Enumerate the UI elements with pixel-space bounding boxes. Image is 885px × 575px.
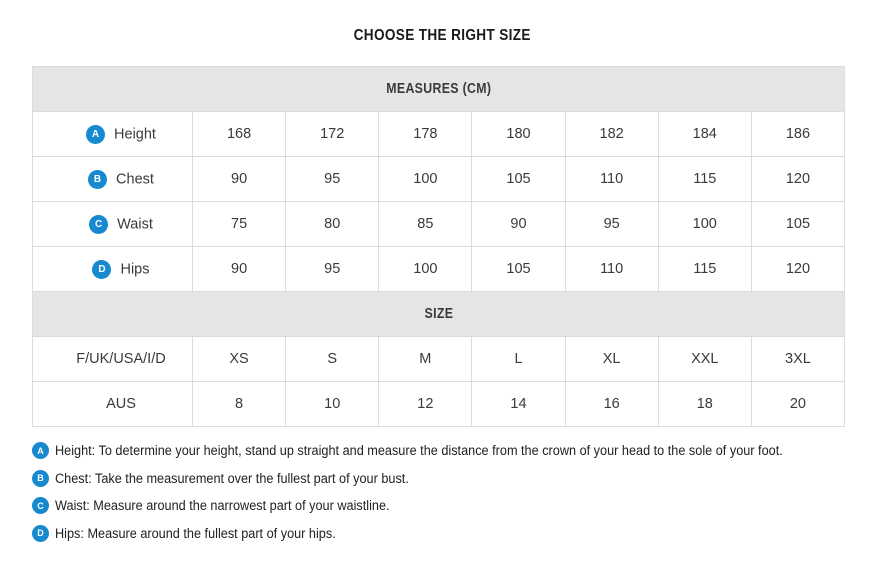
measure-value-cell: 95 — [286, 157, 379, 202]
measure-value-cell: 80 — [286, 202, 379, 247]
letter-badge-C: C — [32, 497, 49, 514]
size-value-cell: XXL — [658, 337, 751, 382]
row-label-text: Hips — [120, 261, 150, 277]
size-value-cell: M — [379, 337, 472, 382]
measure-value-cell: 90 — [193, 247, 286, 292]
row-label-text: Chest — [116, 171, 154, 187]
measure-value-cell: 100 — [379, 247, 472, 292]
footnote-text: Waist: Measure around the narrowest part of your waistline. — [55, 498, 390, 513]
measure-value-cell: 172 — [286, 112, 379, 157]
measure-value-cell: 115 — [658, 157, 751, 202]
table-row — [33, 112, 845, 157]
measure-value-cell: 168 — [193, 112, 286, 157]
measure-value-cell: 95 — [565, 202, 658, 247]
measure-value-cell: 186 — [751, 112, 844, 157]
table-row — [33, 157, 845, 202]
measure-value-cell: 95 — [286, 247, 379, 292]
measure-value-cell: 105 — [751, 202, 844, 247]
size-value-cell: XL — [565, 337, 658, 382]
row-label-text: Waist — [117, 216, 153, 232]
measure-row-label — [33, 157, 193, 202]
row-label-text: Height — [114, 126, 156, 142]
measure-value-cell: 100 — [379, 157, 472, 202]
table-row — [33, 337, 845, 382]
letter-badge-A: A — [32, 442, 49, 459]
footnote-item — [32, 442, 885, 459]
measure-value-cell: 105 — [472, 247, 565, 292]
size-value-cell: 8 — [193, 382, 286, 427]
size-row-label — [33, 337, 193, 382]
footnote-item — [32, 525, 885, 542]
footnote-item — [32, 497, 885, 514]
size-value-cell: 18 — [658, 382, 751, 427]
measure-value-cell: 110 — [565, 157, 658, 202]
letter-badge-D: D — [92, 260, 111, 279]
size-chart-body — [33, 67, 845, 427]
measure-value-cell: 90 — [472, 202, 565, 247]
footnote-item — [32, 470, 885, 487]
row-label-text: F/UK/USA/I/D — [76, 351, 166, 368]
measure-value-cell: 120 — [751, 157, 844, 202]
measure-row-label — [33, 247, 193, 292]
size-value-cell: 3XL — [751, 337, 844, 382]
size-value-cell: 10 — [286, 382, 379, 427]
measure-value-cell: 90 — [193, 157, 286, 202]
measure-value-cell: 182 — [565, 112, 658, 157]
footnote-text: Height: To determine your height, stand up straight and measure the distance from the crown of your head to the sole of your foot. — [55, 443, 783, 458]
letter-badge-D: D — [32, 525, 49, 542]
measure-value-cell: 105 — [472, 157, 565, 202]
size-value-cell: 16 — [565, 382, 658, 427]
size-value-cell: S — [286, 337, 379, 382]
table-row — [33, 202, 845, 247]
size-value-cell: 12 — [379, 382, 472, 427]
size-row-label — [33, 382, 193, 427]
table-row — [33, 247, 845, 292]
measure-value-cell: 178 — [379, 112, 472, 157]
row-label-text: AUS — [106, 396, 136, 413]
letter-badge-C: C — [89, 215, 108, 234]
measure-value-cell: 100 — [658, 202, 751, 247]
size-header-cell — [33, 292, 845, 337]
size-header-row — [33, 292, 845, 337]
page-title — [0, 27, 885, 45]
measure-value-cell: 180 — [472, 112, 565, 157]
page-title-text: CHOOSE THE RIGHT SIZE — [353, 27, 532, 44]
measure-row-label — [33, 112, 193, 157]
letter-badge-A: A — [86, 125, 105, 144]
measure-value-cell: 115 — [658, 247, 751, 292]
footnote-text: Hips: Measure around the fullest part of your hips. — [55, 525, 336, 541]
measure-value-cell: 184 — [658, 112, 751, 157]
size-value-cell: 20 — [751, 382, 844, 427]
table-row — [33, 382, 845, 427]
measure-row-label — [33, 202, 193, 247]
footnotes — [32, 442, 885, 542]
measures-header-label: MEASURES (CM) — [385, 81, 492, 97]
measure-value-cell: 110 — [565, 247, 658, 292]
size-header-label: SIZE — [424, 306, 453, 322]
letter-badge-B: B — [32, 470, 49, 487]
letter-badge-B: B — [88, 170, 107, 189]
measure-value-cell: 120 — [751, 247, 844, 292]
size-value-cell: XS — [193, 337, 286, 382]
measures-header-row — [33, 67, 845, 112]
footnote-text: Chest: Take the measurement over the fullest part of your bust. — [55, 470, 409, 486]
measure-value-cell: 75 — [193, 202, 286, 247]
measures-header-cell — [33, 67, 845, 112]
size-value-cell: L — [472, 337, 565, 382]
measure-value-cell: 85 — [379, 202, 472, 247]
size-chart-table — [32, 66, 845, 427]
size-value-cell: 14 — [472, 382, 565, 427]
